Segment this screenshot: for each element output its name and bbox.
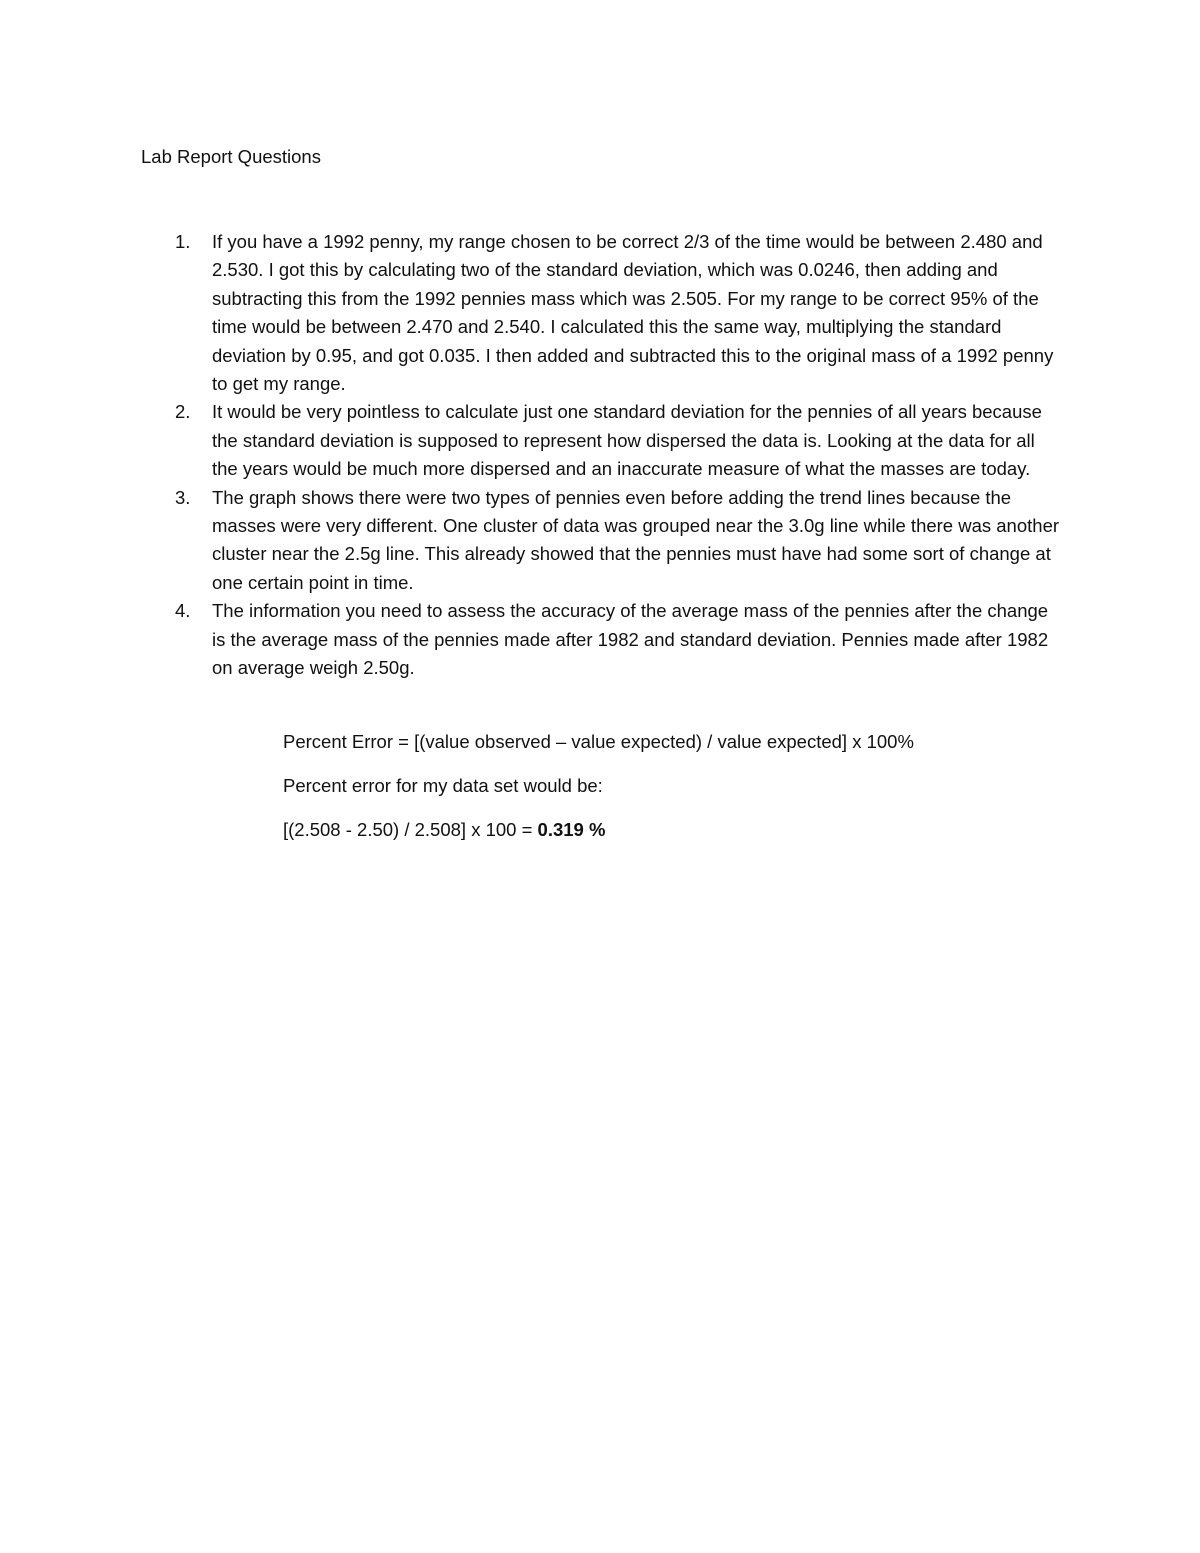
question-text: The graph shows there were two types of pennies even before adding the trend lines because the masses were very different. One cluster of data was grouped near the 3.0g line while there was another cluster near the 2.5g line. This already showed that the pennies must have had some sort of change at one certain point in time. <box>212 486 1060 593</box>
question-text: If you have a 1992 penny, my range chosen to be correct 2/3 of the time would be between 2.480 and 2.530. I got this by calculating two of the standard deviation, which was 0.0246, then adding and subtracting this from the 1992 pennies mass which was 2.505. For my range to be correct 95% of the time would be between 2.470 and 2.540. I calculated this the same way, multiplying the standard deviation by 0.95, and got 0.035. I then added and subtracted this to the original mass of a 1992 penny to get my range. <box>212 231 1054 395</box>
percent-error-formula-block <box>283 728 1083 860</box>
list-item-question-2 <box>141 398 1061 483</box>
formula-definition: Percent Error = [(value observed – value expected) / value expected] x 100% <box>283 731 914 752</box>
list-item-question-3 <box>141 484 1061 598</box>
formula-result: 0.319 % <box>537 819 606 840</box>
formula-calculation: [(2.508 - 2.50) / 2.508] x 100 = <box>283 819 538 840</box>
question-number: 1. <box>175 231 191 252</box>
question-text: The information you need to assess the accuracy of the average mass of the pennies after the change is the average mass of the pennies made after 1982 and standard deviation. Pennies made after 1982 on average weigh 2.50g. <box>212 600 1049 679</box>
formula-intro: Percent error for my data set would be: <box>283 775 603 796</box>
formula-calculation-line <box>283 816 1083 844</box>
list-item-question-1 <box>141 228 1061 398</box>
question-number: 2. <box>175 401 191 423</box>
question-number: 4. <box>175 600 191 622</box>
question-list <box>141 228 1061 683</box>
list-item-question-4 <box>141 597 1061 682</box>
question-text: It would be very pointless to calculate just one standard deviation for the pennies of all years because the standard deviation is supposed to represent how dispersed the data is. Looking at the data for all the years would be much more dispersed and an inaccurate measure of what the masses are today. <box>212 401 1042 480</box>
document-title: Lab Report Questions <box>141 146 321 167</box>
question-number: 3. <box>175 486 191 508</box>
